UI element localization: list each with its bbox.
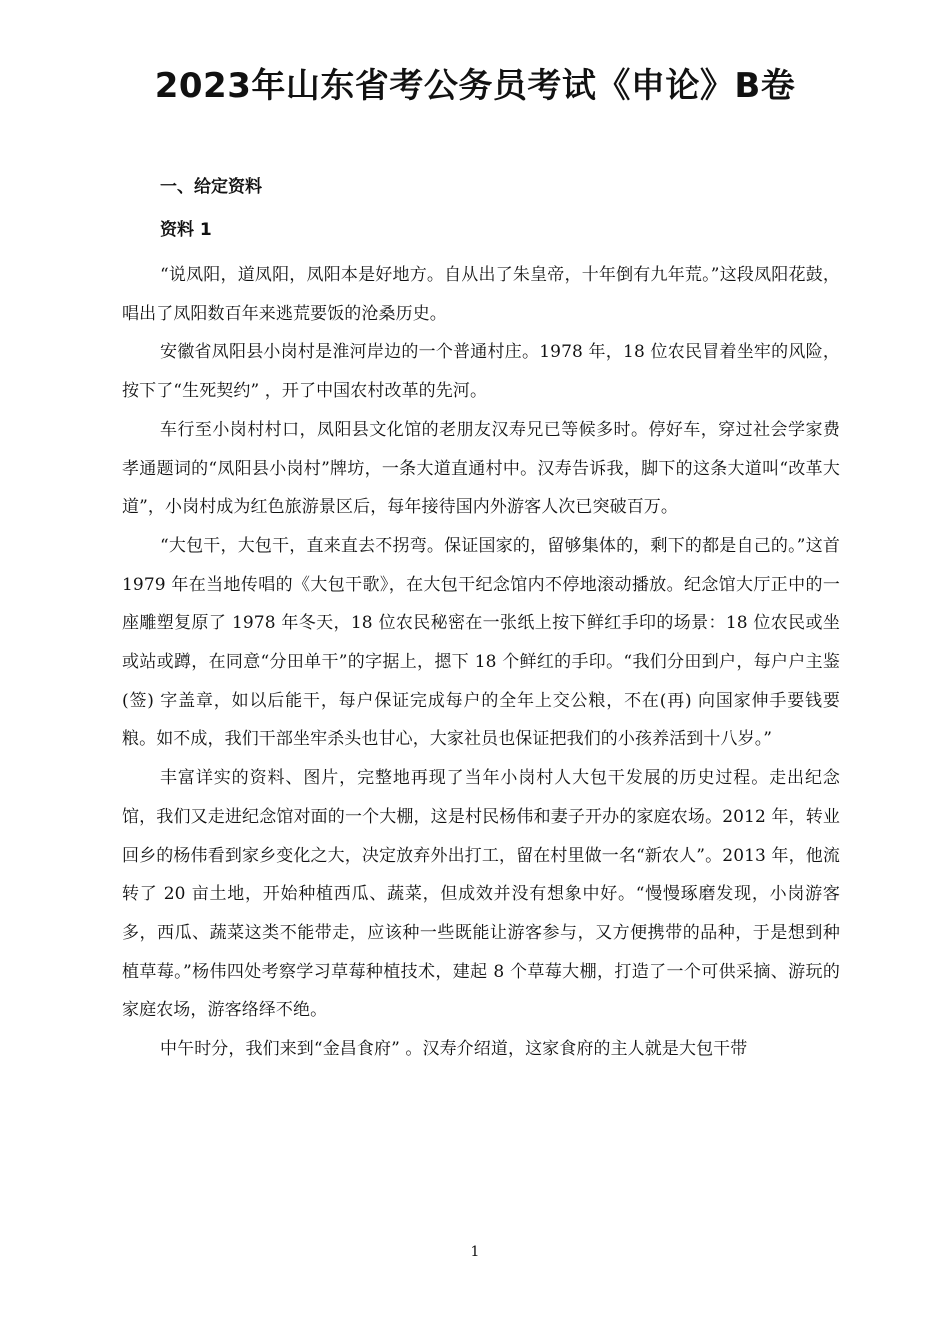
document-title: 2023年山东省考公务员考试《申论》B卷 bbox=[154, 66, 796, 106]
document-body bbox=[122, 256, 840, 1069]
paragraph: “说凤阳，道凤阳，凤阳本是好地方。自从出了朱皇帝，十年倒有九年荒。”这段凤阳花鼓，唱出了凤阳数百年来逃荒要饭的沧桑历史。 bbox=[122, 265, 840, 324]
paragraph: 车行至小岗村村口，凤阳县文化馆的老朋友汉寿兄已等候多时。停好车，穿过社会学家费孝通题词的“凤阳县小岗村”牌坊，一条大道直通村中。汉寿告诉我，脚下的这条大道叫“改革大道”，小岗村成为红色旅游景区后，每年接待国内外游客人次已突破百万。 bbox=[122, 419, 840, 518]
material-heading: 资料 1 bbox=[160, 220, 212, 240]
paragraph: 安徽省凤阳县小岗村是淮河岸边的一个普通村庄。1978 年，18 位农民冒着坐牢的风险，按下了“生死契约” ，开了中国农村改革的先河。 bbox=[122, 342, 840, 402]
section-heading: 一、给定资料 bbox=[160, 177, 262, 197]
paragraph: “大包干，大包干，直来直去不拐弯。保证国家的，留够集体的，剩下的都是自己的。”这首 1979 年在当地传唱的《大包干歌》，在大包干纪念馆内不停地滚动播放。纪念馆大厅正中的一座雕塑复原了 1978 年冬天，18 位农民秘密在一张纸上按下鲜红手印的场景：18 位农民或坐或站或蹲，在同意“分田单干”的字据上，摁下 18 个鲜红的手印。“我们分田到户，每户户主鉴(签) 字盖章，如以后能干，每户保证完成每户的全年上交公粮，不在(再) 向国家伸手要钱要粮。如不成，我们干部坐牢杀头也甘心，大家社员也保证把我们的小孩养活到十八岁。” bbox=[122, 535, 840, 750]
paragraph: 丰富详实的资料、图片，完整地再现了当年小岗村人大包干发展的历史过程。走出纪念馆，我们又走进纪念馆对面的一个大棚，这是村民杨伟和妻子开办的家庭农场。2012 年，转业回乡的杨伟看到家乡变化之大，决定放弃外出打工，留在村里做一名“新农人”。2013 年，他流转了 20 亩土地，开始种植西瓜、蔬菜，但成效并没有想象中好。“慢慢琢磨发现，小岗游客多，西瓜、蔬菜这类不能带走，应该种一些既能让游客参与，又方便携带的品种，于是想到种植草莓。”杨伟四处考察学习草莓种植技术，建起 8 个草莓大棚，打造了一个可供采摘、游玩的家庭农场，游客络绎不绝。 bbox=[122, 768, 840, 1021]
page-number: 1 bbox=[470, 1244, 480, 1260]
paragraph: 中午时分，我们来到“金昌食府” 。汉寿介绍道，这家食府的主人就是大包干带 bbox=[160, 1039, 748, 1060]
